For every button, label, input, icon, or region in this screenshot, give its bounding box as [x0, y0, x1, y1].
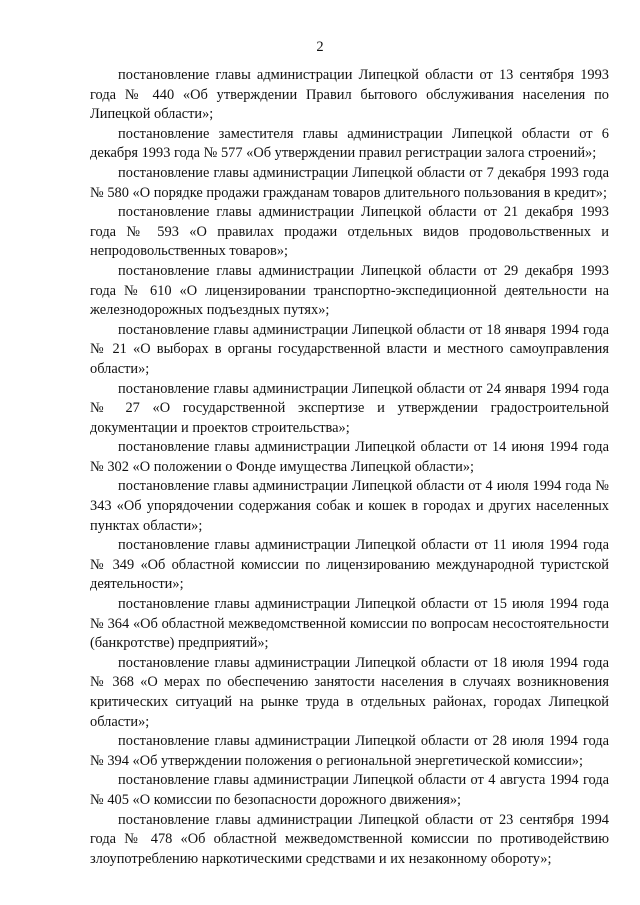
list-item: постановление главы администрации Липецкой области от 23 сентября 1994 года № 478 «Об областной межведомственной комиссии по противодействию злоупотреблению наркотическими средствами и их незаконному обороту»;	[90, 811, 609, 867]
page-number: 2	[316, 39, 324, 55]
list-item: постановление главы администрации Липецкой области от 29 декабря 1993 года № 610 «О лицензировании транспортно-экспедиционной деятельности на железнодорожных подъездных путях»;	[90, 262, 609, 319]
list-item: постановление главы администрации Липецкой области от 15 июля 1994 года № 364 «Об областной межведомственной комиссии по вопросам несостоятельности (банкротстве) предприятий»;	[90, 596, 609, 652]
list-item: постановление главы администрации Липецкой области от 4 августа 1994 года № 405 «О комиссии по безопасности дорожного движения»;	[90, 772, 609, 808]
list-item: постановление главы администрации Липецкой области от 24 января 1994 года № 27 «О государственной экспертизе и утверждении градостроительной документации и проектов строительства»;	[90, 380, 609, 436]
list-item: постановление главы администрации Липецкой области от 18 июля 1994 года № 368 «О мерах по обеспечению занятости населения в случаях возникновения критических ситуаций на рынке труда в отдельных районах, городах Липецкой области»;	[90, 654, 609, 730]
list-item: постановление заместителя главы администрации Липецкой области от 6 декабря 1993 года № 577 «Об утверждении правил регистрации залога строений»;	[90, 125, 609, 162]
list-item: постановление главы администрации Липецкой области от 21 декабря 1993 года № 593 «О правилах продажи отдельных видов продовольственных и непродовольственных товаров»;	[90, 204, 609, 260]
list-item: постановление главы администрации Липецкой области от 7 декабря 1993 года № 580 «О порядке продажи гражданам товаров длительного пользования в кредит»;	[90, 164, 609, 201]
list-item: постановление главы администрации Липецкой области от 18 января 1994 года № 21 «О выборах в органы государственной власти и местного самоуправления области»;	[90, 321, 609, 377]
list-item: постановление главы администрации Липецкой области от 11 июля 1994 года № 349 «Об областной комиссии по лицензированию международной туристской деятельности»;	[90, 537, 609, 593]
list-item: постановление главы администрации Липецкой области от 4 июля 1994 года № 343 «Об упорядочении содержания собак и кошек в городах и других населенных пунктах области»;	[90, 478, 609, 534]
list-item: постановление главы администрации Липецкой области от 28 июля 1994 года № 394 «Об утверждении положения о региональной энергетической комиссии»;	[90, 733, 609, 769]
document-body	[90, 66, 609, 869]
list-item: постановление главы администрации Липецкой области от 13 сентября 1993 года № 440 «Об утверждении Правил бытового обслуживания населения по Липецкой области»;	[90, 67, 609, 123]
list-item: постановление главы администрации Липецкой области от 14 июня 1994 года № 302 «О положении о Фонде имущества Липецкой области»;	[90, 439, 609, 475]
